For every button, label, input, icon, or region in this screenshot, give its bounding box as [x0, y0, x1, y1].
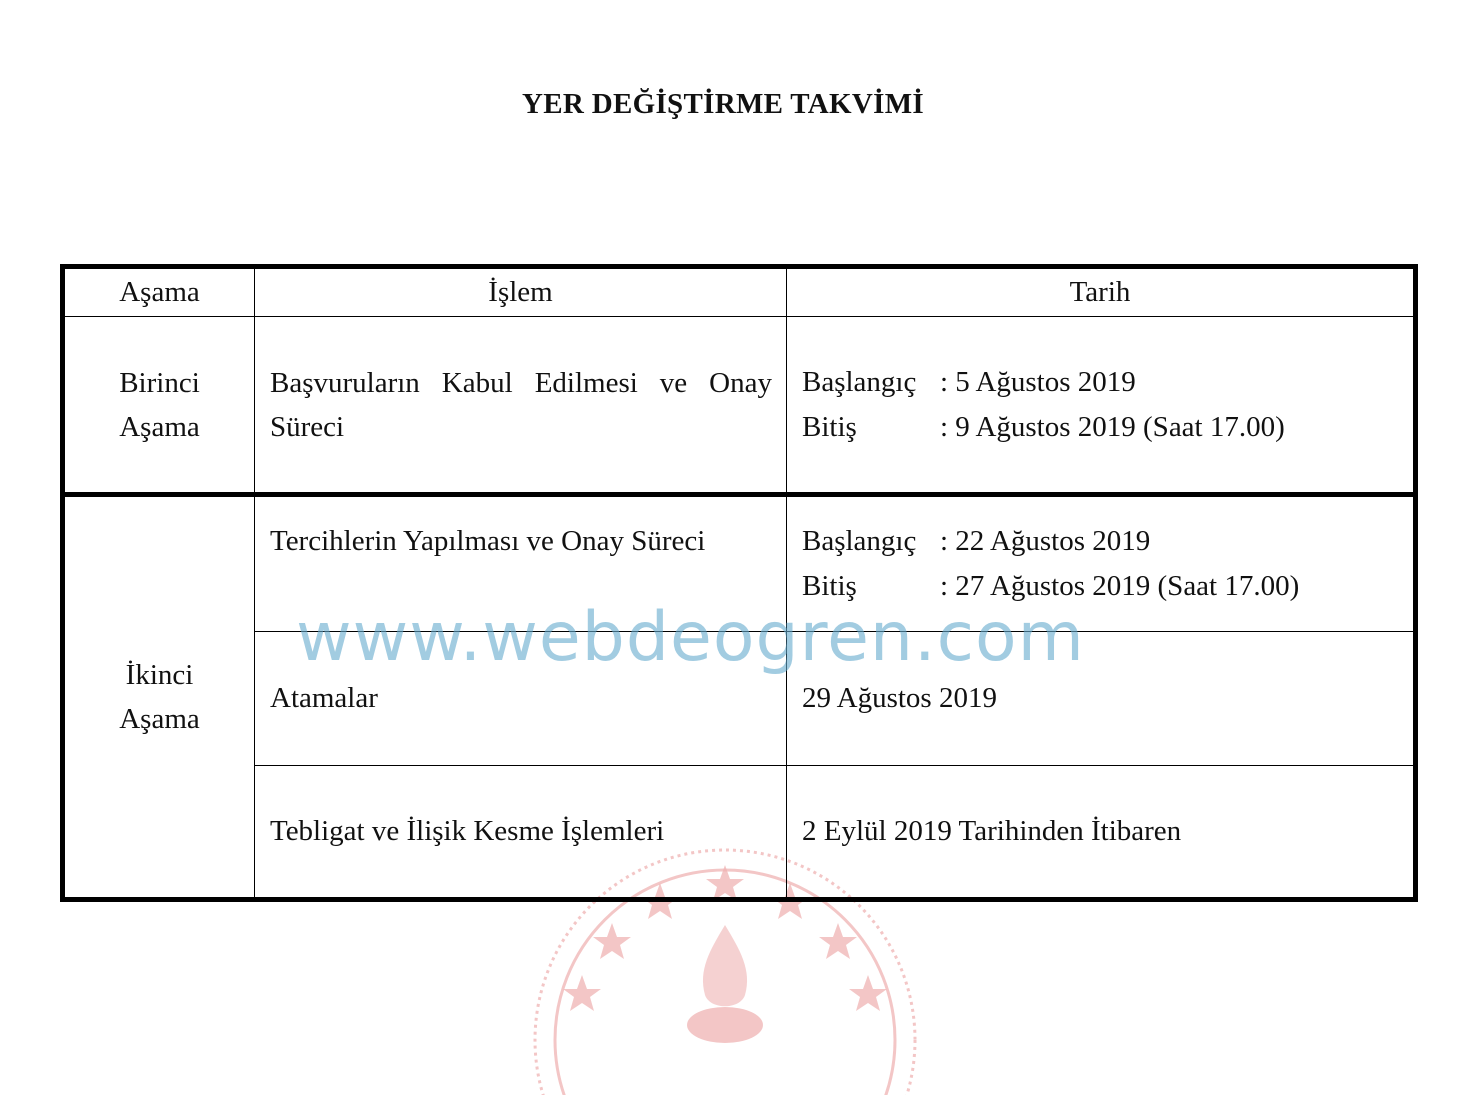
end-date-line	[802, 405, 1399, 450]
start-value: : 22 Ağustos 2019	[940, 524, 1151, 557]
stage-label-line2: Aşama	[119, 410, 200, 443]
end-date-line	[802, 564, 1399, 609]
operation-cell: Tebligat ve İlişik Kesme İşlemleri	[255, 765, 787, 899]
watermark-text: www.webdeogren.com	[296, 598, 1085, 677]
table-row	[63, 495, 1416, 631]
page-title: YER DEĞİŞTİRME TAKVİMİ	[522, 88, 924, 120]
end-value: : 9 Ağustos 2019 (Saat 17.00)	[940, 410, 1285, 443]
header-stage: Aşama	[63, 267, 255, 317]
date-cell	[787, 317, 1416, 495]
date-cell	[787, 495, 1416, 631]
start-date-line	[802, 519, 1399, 564]
end-label: Bitiş	[802, 569, 857, 602]
start-label: Başlangıç	[802, 365, 917, 398]
header-date: Tarih	[787, 267, 1416, 317]
end-label: Bitiş	[802, 410, 857, 443]
table-row	[63, 631, 1416, 765]
operation-cell: Başvuruların Kabul Edilmesi ve Onay Süreci	[255, 317, 787, 495]
stage-label-line2: Aşama	[119, 703, 200, 736]
stage-label-line1: Birinci	[119, 366, 200, 399]
start-date-line	[802, 360, 1399, 405]
operation-cell: Atamalar	[255, 631, 787, 765]
table-row	[63, 317, 1416, 495]
date-cell: 29 Ağustos 2019	[787, 631, 1416, 765]
schedule-table	[60, 264, 1418, 902]
stage-cell-second	[63, 495, 255, 900]
start-label: Başlangıç	[802, 524, 917, 557]
operation-cell: Tercihlerin Yapılması ve Onay Süreci	[255, 495, 787, 631]
header-operation: İşlem	[255, 267, 787, 317]
table-row	[63, 765, 1416, 899]
table-header-row	[63, 267, 1416, 317]
date-cell: 2 Eylül 2019 Tarihinden İtibaren	[787, 765, 1416, 899]
end-value: : 27 Ağustos 2019 (Saat 17.00)	[940, 569, 1300, 602]
stage-label-line1: İkinci	[125, 659, 194, 692]
start-value: : 5 Ağustos 2019	[940, 365, 1136, 398]
stage-cell-first	[63, 317, 255, 495]
